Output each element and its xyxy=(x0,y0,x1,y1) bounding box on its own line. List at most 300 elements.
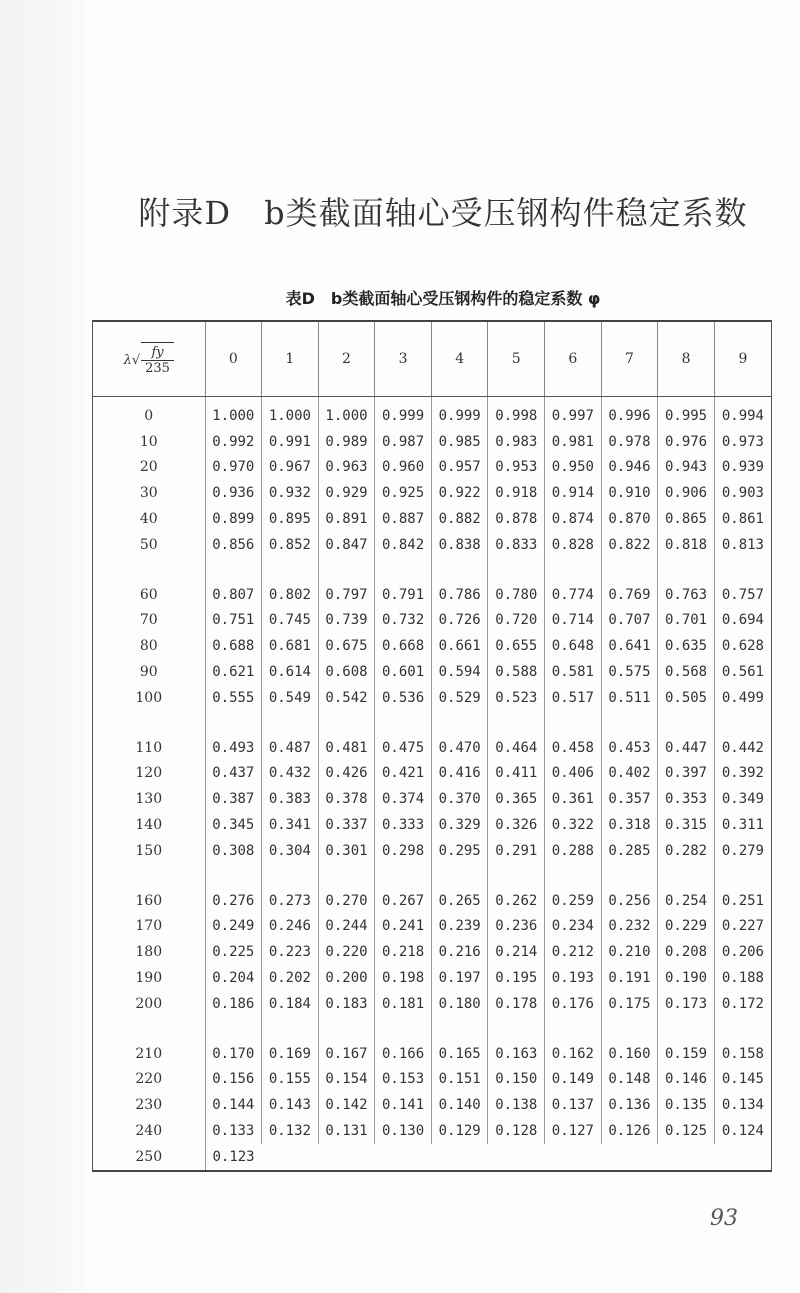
table-row xyxy=(93,480,771,506)
coefficient-cell: 0.140 xyxy=(431,1092,488,1118)
coefficient-cell: 0.212 xyxy=(545,939,602,965)
coefficient-cell: 0.675 xyxy=(318,633,375,659)
table-row xyxy=(93,735,771,761)
coefficient-cell: 0.999 xyxy=(375,397,432,429)
coefficient-cell: 0.925 xyxy=(375,480,432,506)
coefficient-cell: 0.229 xyxy=(658,914,715,940)
coefficient-cell: 0.204 xyxy=(205,965,262,991)
coefficient-cell: 0.769 xyxy=(601,582,658,608)
coefficient-cell: 0.608 xyxy=(318,659,375,685)
coefficient-cell: 0.780 xyxy=(488,582,545,608)
table-row xyxy=(93,1118,771,1144)
coefficient-cell: 0.131 xyxy=(318,1118,375,1144)
coefficient-cell: 0.198 xyxy=(375,965,432,991)
coefficient-cell: 0.960 xyxy=(375,455,432,481)
coefficient-cell: 0.227 xyxy=(714,914,771,940)
coefficient-cell: 0.878 xyxy=(488,506,545,532)
coefficient-cell: 0.406 xyxy=(545,761,602,787)
coefficient-cell: 0.254 xyxy=(658,888,715,914)
coefficient-cell: 0.186 xyxy=(205,991,262,1017)
column-header-7: 7 xyxy=(601,322,658,397)
coefficient-cell: 0.166 xyxy=(375,1041,432,1067)
coefficient-cell: 0.259 xyxy=(545,888,602,914)
coefficient-cell: 0.914 xyxy=(545,480,602,506)
coefficient-cell: 0.856 xyxy=(205,532,262,558)
coefficient-cell: 0.159 xyxy=(658,1041,715,1067)
coefficient-cell: 0.153 xyxy=(375,1067,432,1093)
coefficient-cell: 0.996 xyxy=(601,397,658,429)
lambda-cell: 250 xyxy=(135,1148,163,1165)
coefficient-cell: 0.322 xyxy=(545,812,602,838)
lambda-cell: 20 xyxy=(139,459,158,476)
coefficient-cell: 0.181 xyxy=(375,991,432,1017)
coefficient-cell: 0.163 xyxy=(488,1041,545,1067)
coefficient-cell: 0.997 xyxy=(545,397,602,429)
coefficient-cell: 0.523 xyxy=(488,685,545,711)
coefficient-cell: 0.707 xyxy=(601,608,658,634)
coefficient-cell: 0.123 xyxy=(205,1144,262,1170)
coefficient-cell: 0.601 xyxy=(375,659,432,685)
coefficient-cell: 0.397 xyxy=(658,761,715,787)
lambda-cell: 70 xyxy=(139,612,158,629)
lambda-cell: 10 xyxy=(139,433,158,450)
table-row xyxy=(93,455,771,481)
coefficient-cell: 0.180 xyxy=(431,991,488,1017)
coefficient-cell: 0.158 xyxy=(714,1041,771,1067)
coefficient-cell: 0.146 xyxy=(658,1067,715,1093)
coefficient-cell: 0.714 xyxy=(545,608,602,634)
coefficient-cell: 0.262 xyxy=(488,888,545,914)
coefficient-cell: 0.315 xyxy=(658,812,715,838)
coefficient-cell: 0.963 xyxy=(318,455,375,481)
coefficient-cell: 0.581 xyxy=(545,659,602,685)
coefficient-cell: 0.279 xyxy=(714,838,771,864)
coefficient-cell: 0.895 xyxy=(262,506,319,532)
table-row xyxy=(93,761,771,787)
table-body xyxy=(93,397,771,1170)
coefficient-cell: 0.992 xyxy=(205,429,262,455)
appendix-title: 附录D b类截面轴心受压钢构件稳定系数 xyxy=(138,194,748,232)
coefficient-cell: 0.148 xyxy=(601,1067,658,1093)
coefficient-cell: 0.176 xyxy=(545,991,602,1017)
coefficient-cell: 0.411 xyxy=(488,761,545,787)
lambda-symbol: λ xyxy=(123,353,132,368)
coefficient-cell: 0.155 xyxy=(262,1067,319,1093)
coefficient-cell: 0.291 xyxy=(488,838,545,864)
coefficient-cell: 0.184 xyxy=(262,991,319,1017)
coefficient-cell: 0.432 xyxy=(262,761,319,787)
coefficient-cell: 0.265 xyxy=(431,888,488,914)
coefficient-cell: 0.178 xyxy=(488,991,545,1017)
coefficient-cell: 0.726 xyxy=(431,608,488,634)
coefficient-cell: 0.138 xyxy=(488,1092,545,1118)
coefficient-cell: 0.957 xyxy=(431,455,488,481)
table-row xyxy=(93,506,771,532)
coefficient-cell: 0.447 xyxy=(658,735,715,761)
column-header-0: 0 xyxy=(205,322,262,397)
coefficient-cell: 0.475 xyxy=(375,735,432,761)
coefficient-cell: 0.499 xyxy=(714,685,771,711)
coefficient-cell: 0.791 xyxy=(375,582,432,608)
coefficient-cell: 0.943 xyxy=(658,455,715,481)
coefficient-cell: 0.137 xyxy=(545,1092,602,1118)
slenderness-formula: λ√ $\frac{fy}{235}$ xyxy=(124,353,174,368)
table-row xyxy=(93,1067,771,1093)
table-row xyxy=(93,532,771,558)
coefficient-cell: 0.190 xyxy=(658,965,715,991)
coefficient-cell: 0.195 xyxy=(488,965,545,991)
coefficient-cell: 0.987 xyxy=(375,429,432,455)
coefficient-cell: 0.175 xyxy=(601,991,658,1017)
coefficient-cell: 0.453 xyxy=(601,735,658,761)
coefficient-cell: 0.981 xyxy=(545,429,602,455)
coefficient-cell: 1.000 xyxy=(318,397,375,429)
coefficient-cell: 0.661 xyxy=(431,633,488,659)
coefficient-cell: 0.970 xyxy=(205,455,262,481)
coefficient-cell: 0.549 xyxy=(262,685,319,711)
column-header-6: 6 xyxy=(545,322,602,397)
coefficient-cell: 0.442 xyxy=(714,735,771,761)
lambda-cell: 130 xyxy=(135,791,163,808)
coefficient-cell: 0.200 xyxy=(318,965,375,991)
coefficient-cell: 0.751 xyxy=(205,608,262,634)
coefficient-cell: 0.357 xyxy=(601,786,658,812)
coefficient-cell: 0.852 xyxy=(262,532,319,558)
coefficient-cell: 0.953 xyxy=(488,455,545,481)
table-caption: 表D b类截面轴心受压钢构件的稳定系数 φ xyxy=(285,289,601,308)
coefficient-cell: 0.329 xyxy=(431,812,488,838)
coefficient-cell: 0.575 xyxy=(601,659,658,685)
coefficient-cell: 0.983 xyxy=(488,429,545,455)
coefficient-cell: 0.861 xyxy=(714,506,771,532)
lambda-cell: 210 xyxy=(135,1045,163,1062)
coefficient-cell: 0.124 xyxy=(714,1118,771,1144)
coefficient-cell: 0.172 xyxy=(714,991,771,1017)
coefficient-cell: 0.311 xyxy=(714,812,771,838)
coefficient-cell: 0.891 xyxy=(318,506,375,532)
table-row xyxy=(93,429,771,455)
lambda-cell: 200 xyxy=(135,995,163,1012)
page-number: 93 xyxy=(710,1206,738,1231)
lambda-cell: 220 xyxy=(135,1071,163,1088)
coefficient-cell: 0.135 xyxy=(658,1092,715,1118)
coefficient-cell: 0.345 xyxy=(205,812,262,838)
lambda-cell: 140 xyxy=(135,817,163,834)
coefficient-cell: 0.129 xyxy=(431,1118,488,1144)
coefficient-cell: 0.183 xyxy=(318,991,375,1017)
coefficient-cell: 0.922 xyxy=(431,480,488,506)
coefficient-cell: 0.838 xyxy=(431,532,488,558)
coefficient-cell: 0.210 xyxy=(601,939,658,965)
coefficient-cell: 0.136 xyxy=(601,1092,658,1118)
coefficient-cell: 0.973 xyxy=(714,429,771,455)
coefficient-cell: 0.668 xyxy=(375,633,432,659)
coefficient-cell: 0.994 xyxy=(714,397,771,429)
coefficient-cell: 0.421 xyxy=(375,761,432,787)
coefficient-cell: 0.588 xyxy=(488,659,545,685)
coefficient-cell: 0.887 xyxy=(375,506,432,532)
coefficient-cell: 0.865 xyxy=(658,506,715,532)
group-spacer-row xyxy=(93,711,771,735)
coefficient-cell: 0.128 xyxy=(488,1118,545,1144)
coefficient-cell: 0.349 xyxy=(714,786,771,812)
coefficient-cell: 0.353 xyxy=(658,786,715,812)
coefficient-cell: 0.276 xyxy=(205,888,262,914)
coefficient-cell: 0.481 xyxy=(318,735,375,761)
column-header-5: 5 xyxy=(488,322,545,397)
coefficient-cell: 0.807 xyxy=(205,582,262,608)
coefficient-cell: 0.978 xyxy=(601,429,658,455)
coefficient-cell: 0.251 xyxy=(714,888,771,914)
coefficient-cell: 0.458 xyxy=(545,735,602,761)
coefficient-cell: 0.763 xyxy=(658,582,715,608)
coefficient-cell: 0.244 xyxy=(318,914,375,940)
coefficient-cell: 0.193 xyxy=(545,965,602,991)
coefficient-cell: 1.000 xyxy=(205,397,262,429)
coefficient-cell: 0.818 xyxy=(658,532,715,558)
table-row xyxy=(93,659,771,685)
coefficient-cell: 0.621 xyxy=(205,659,262,685)
coefficient-cell: 0.333 xyxy=(375,812,432,838)
coefficient-cell: 0.374 xyxy=(375,786,432,812)
coefficient-cell: 0.906 xyxy=(658,480,715,506)
lambda-cell: 180 xyxy=(135,944,163,961)
coefficient-cell: 0.594 xyxy=(431,659,488,685)
coefficient-cell: 0.145 xyxy=(714,1067,771,1093)
coefficient-cell: 0.561 xyxy=(714,659,771,685)
coefficient-cell: 0.223 xyxy=(262,939,319,965)
coefficient-cell: 0.133 xyxy=(205,1118,262,1144)
coefficient-cell: 0.365 xyxy=(488,786,545,812)
coefficient-cell: 0.142 xyxy=(318,1092,375,1118)
coefficient-cell: 0.918 xyxy=(488,480,545,506)
coefficient-cell: 0.149 xyxy=(545,1067,602,1093)
lambda-header-cell xyxy=(93,322,205,397)
stability-coefficient-table-wrapper xyxy=(92,320,772,1172)
coefficient-cell: 0.426 xyxy=(318,761,375,787)
coefficient-cell: 0.273 xyxy=(262,888,319,914)
coefficient-cell: 0.437 xyxy=(205,761,262,787)
coefficient-cell: 0.127 xyxy=(545,1118,602,1144)
table-row xyxy=(93,1041,771,1067)
coefficient-cell: 0.169 xyxy=(262,1041,319,1067)
coefficient-cell: 0.132 xyxy=(262,1118,319,1144)
coefficient-cell: 0.156 xyxy=(205,1067,262,1093)
coefficient-cell: 0.745 xyxy=(262,608,319,634)
coefficient-cell: 0.635 xyxy=(658,633,715,659)
coefficient-cell: 0.392 xyxy=(714,761,771,787)
coefficient-cell: 0.218 xyxy=(375,939,432,965)
coefficient-cell: 0.694 xyxy=(714,608,771,634)
coefficient-cell: 0.655 xyxy=(488,633,545,659)
column-header-3: 3 xyxy=(375,322,432,397)
coefficient-cell: 0.208 xyxy=(658,939,715,965)
table-header-row xyxy=(93,322,771,397)
coefficient-cell: 0.641 xyxy=(601,633,658,659)
coefficient-cell: 0.239 xyxy=(431,914,488,940)
coefficient-cell: 0.842 xyxy=(375,532,432,558)
coefficient-cell: 0.298 xyxy=(375,838,432,864)
coefficient-cell: 0.160 xyxy=(601,1041,658,1067)
coefficient-cell: 0.126 xyxy=(601,1118,658,1144)
coefficient-cell: 0.249 xyxy=(205,914,262,940)
column-header-4: 4 xyxy=(431,322,488,397)
table-row xyxy=(93,888,771,914)
fraction-denominator: 235 xyxy=(145,361,170,376)
coefficient-cell: 0.505 xyxy=(658,685,715,711)
coefficient-cell: 0.134 xyxy=(714,1092,771,1118)
coefficient-cell: 0.402 xyxy=(601,761,658,787)
lambda-cell: 150 xyxy=(135,842,163,859)
coefficient-cell: 0.555 xyxy=(205,685,262,711)
coefficient-cell: 0.967 xyxy=(262,455,319,481)
coefficient-cell: 0.998 xyxy=(488,397,545,429)
table-row xyxy=(93,608,771,634)
table-row xyxy=(93,939,771,965)
table-row xyxy=(93,582,771,608)
coefficient-cell: 0.154 xyxy=(318,1067,375,1093)
coefficient-cell: 0.214 xyxy=(488,939,545,965)
coefficient-cell: 0.487 xyxy=(262,735,319,761)
lambda-cell: 90 xyxy=(139,664,158,681)
coefficient-cell: 0.688 xyxy=(205,633,262,659)
coefficient-cell: 0.288 xyxy=(545,838,602,864)
coefficient-cell: 0.568 xyxy=(658,659,715,685)
coefficient-cell: 0.206 xyxy=(714,939,771,965)
coefficient-cell: 0.774 xyxy=(545,582,602,608)
coefficient-cell: 0.882 xyxy=(431,506,488,532)
coefficient-cell: 0.370 xyxy=(431,786,488,812)
coefficient-cell: 0.236 xyxy=(488,914,545,940)
coefficient-cell: 0.701 xyxy=(658,608,715,634)
lambda-cell: 50 xyxy=(139,536,158,553)
coefficient-cell: 0.470 xyxy=(431,735,488,761)
column-header-1: 1 xyxy=(262,322,319,397)
coefficient-cell: 1.000 xyxy=(262,397,319,429)
coefficient-cell: 0.950 xyxy=(545,455,602,481)
coefficient-cell: 0.141 xyxy=(375,1092,432,1118)
table-row xyxy=(93,812,771,838)
coefficient-cell: 0.536 xyxy=(375,685,432,711)
lambda-cell: 170 xyxy=(135,918,163,935)
coefficient-cell: 0.234 xyxy=(545,914,602,940)
column-header-2: 2 xyxy=(318,322,375,397)
coefficient-cell: 0.828 xyxy=(545,532,602,558)
table-row xyxy=(93,914,771,940)
fraction-numerator: fy xyxy=(141,345,174,361)
lambda-cell: 80 xyxy=(139,638,158,655)
coefficient-cell: 0.416 xyxy=(431,761,488,787)
coefficient-cell: 0.270 xyxy=(318,888,375,914)
coefficient-cell: 0.301 xyxy=(318,838,375,864)
coefficient-cell: 0.197 xyxy=(431,965,488,991)
coefficient-cell: 0.542 xyxy=(318,685,375,711)
coefficient-cell: 0.220 xyxy=(318,939,375,965)
coefficient-cell: 0.802 xyxy=(262,582,319,608)
coefficient-cell: 0.720 xyxy=(488,608,545,634)
coefficient-cell: 0.797 xyxy=(318,582,375,608)
coefficient-cell: 0.648 xyxy=(545,633,602,659)
coefficient-cell: 0.216 xyxy=(431,939,488,965)
coefficient-cell: 0.976 xyxy=(658,429,715,455)
coefficient-cell: 0.493 xyxy=(205,735,262,761)
coefficient-cell: 0.628 xyxy=(714,633,771,659)
coefficient-cell: 0.932 xyxy=(262,480,319,506)
coefficient-cell: 0.267 xyxy=(375,888,432,914)
book-spine-shadow xyxy=(0,0,86,1293)
column-header-8: 8 xyxy=(658,322,715,397)
coefficient-cell: 0.517 xyxy=(545,685,602,711)
lambda-cell: 160 xyxy=(135,892,163,909)
column-header-9: 9 xyxy=(714,322,771,397)
coefficient-cell: 0.378 xyxy=(318,786,375,812)
coefficient-cell: 0.191 xyxy=(601,965,658,991)
coefficient-cell: 0.989 xyxy=(318,429,375,455)
coefficient-cell: 0.125 xyxy=(658,1118,715,1144)
coefficient-cell: 0.757 xyxy=(714,582,771,608)
lambda-cell: 0 xyxy=(144,407,154,424)
coefficient-cell: 0.150 xyxy=(488,1067,545,1093)
coefficient-cell: 0.151 xyxy=(431,1067,488,1093)
coefficient-cell: 0.232 xyxy=(601,914,658,940)
coefficient-cell: 0.786 xyxy=(431,582,488,608)
table-row xyxy=(93,991,771,1017)
table-row xyxy=(93,685,771,711)
coefficient-cell: 0.188 xyxy=(714,965,771,991)
coefficient-cell: 0.985 xyxy=(431,429,488,455)
coefficient-cell: 0.202 xyxy=(262,965,319,991)
book-page xyxy=(86,0,800,1293)
lambda-cell: 190 xyxy=(135,970,163,987)
coefficient-cell: 0.833 xyxy=(488,532,545,558)
coefficient-cell: 0.295 xyxy=(431,838,488,864)
lambda-cell: 60 xyxy=(139,586,158,603)
coefficient-cell: 0.361 xyxy=(545,786,602,812)
coefficient-cell: 0.144 xyxy=(205,1092,262,1118)
coefficient-cell: 0.285 xyxy=(601,838,658,864)
lambda-cell: 120 xyxy=(135,765,163,782)
table-row xyxy=(93,397,771,429)
coefficient-cell: 0.308 xyxy=(205,838,262,864)
coefficient-cell: 0.899 xyxy=(205,506,262,532)
lambda-cell: 240 xyxy=(135,1123,163,1140)
coefficient-cell: 0.946 xyxy=(601,455,658,481)
table-row xyxy=(93,633,771,659)
coefficient-cell: 0.387 xyxy=(205,786,262,812)
coefficient-cell: 0.936 xyxy=(205,480,262,506)
table-row xyxy=(93,1144,771,1170)
coefficient-cell: 0.910 xyxy=(601,480,658,506)
coefficient-cell: 0.170 xyxy=(205,1041,262,1067)
coefficient-cell: 0.847 xyxy=(318,532,375,558)
coefficient-cell: 0.304 xyxy=(262,838,319,864)
coefficient-cell: 0.282 xyxy=(658,838,715,864)
coefficient-cell: 0.822 xyxy=(601,532,658,558)
coefficient-cell: 0.162 xyxy=(545,1041,602,1067)
coefficient-cell: 0.939 xyxy=(714,455,771,481)
coefficient-cell: 0.681 xyxy=(262,633,319,659)
coefficient-cell: 0.903 xyxy=(714,480,771,506)
stability-coefficient-table xyxy=(93,322,771,1170)
coefficient-cell: 0.511 xyxy=(601,685,658,711)
coefficient-cell: 0.173 xyxy=(658,991,715,1017)
coefficient-cell: 0.991 xyxy=(262,429,319,455)
coefficient-cell: 0.318 xyxy=(601,812,658,838)
coefficient-cell: 0.529 xyxy=(431,685,488,711)
group-spacer-row xyxy=(93,558,771,582)
group-spacer-row xyxy=(93,864,771,888)
coefficient-cell: 0.929 xyxy=(318,480,375,506)
